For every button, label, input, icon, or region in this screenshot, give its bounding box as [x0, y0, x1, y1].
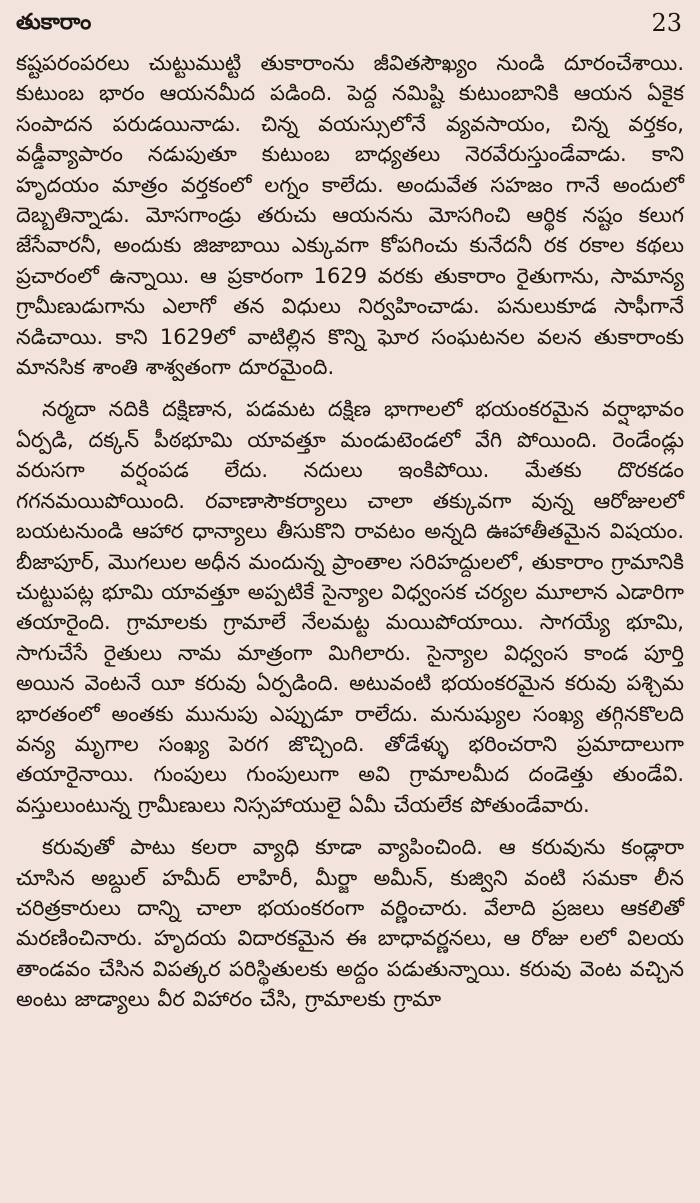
paragraph-hardships: కష్టపరంపరలు చుట్టుముట్టి తుకారాంను జీవితసౌఖ్యం నుండి దూరంచేశాయి. కుటుంబ భారం ఆయనమీద పడింది. పెద్ద నమిష్టి కుటుంబానికి ఆయన ఏకైక సంపాదన పరుడయినాడు. చిన్న వయస్సులోనే వ్యవసాయం, చిన్న వర్తకం, వడ్డీవ్యాపారం నడుపుతూ కుటుంబ బాధ్యతలు నెరవేరుస్తుండేవాడు. కాని హృదయం మాత్రం వర్తకంలో లగ్నం కాలేదు. అందువేత సహజం గానే అందులో దెబ్బతిన్నాడు. మోసగాండ్రు తరుచు ఆయనను మోసగించి ఆర్థిక నష్టం కలుగ జేసేవారనీ, అందుకు జిజాబాయి ఎక్కువగా కోపగించు కునేదనీ రక రకాల కథలు ప్రచారంలో ఉన్నాయి. ఆ ప్రకారంగా 1629 వరకు తుకారాం రైతుగాను, సామాన్య గ్రామీణుడుగాను ఎలాగో తన విధులు నిర్వహించాడు. పనులుకూడ సాఫీగానే నడిచాయి. కాని 1629లో వాటిల్లిన కొన్ని ఘోర సంఘటనల వలన తుకారాంకు మానసిక శాంతి శాశ్వతంగా దూరమైంది. [16, 51, 684, 380]
page-number: 23 [651, 9, 682, 37]
paragraph-drought: నర్మదా నదికి దక్షిణాన, పడమట దక్షిణ భాగాలలో భయంకరమైన వర్షాభావం ఏర్పడి, దక్కన్ పీఠభూమి యావత్తూ మండుటెండలో వేగి పోయింది. రెండేండ్లు వరుసగా వర్షంపడ లేదు. నదులు ఇంకిపోయి. మేతకు దొరకడం గగనమయిపోయింది. రవాణాసౌకర్యాలు చాలా తక్కువగా వున్న ఆరోజులలో బయటనుండి ఆహార ధాన్యాలు తీసుకొని రావటం అన్నది ఊహాతీతమైన విషయం. బీజాపూర్, మొగలుల అధీన మందున్న ప్రాంతాల సరిహద్దులలో, తుకారాం గ్రామానికి చుట్టుపట్ల భూమి యావత్తూ అప్పటికే సైన్యాల విధ్వంసక చర్యల మూలాన ఎడారిగా తయారైంది. గ్రామాలకు గ్రామాలే నేలమట్ట మయిపోయాయి. సాగయ్యే భూమి, సాగుచేసే రైతులు నామ మాత్రంగా మిగిలారు. సైన్యాల విధ్వంస కాండ పూర్తి అయిన వెంటనే యీ కరువు ఏర్పడింది. అటువంటి భయంకరమైన కరువు పశ్చిమ భారతంలో అంతకు మునుపు ఎప్పుడూ రాలేదు. మనుష్యుల సంఖ్య తగ్గినకొలది వన్య మృగాల సంఖ్య పెరగ జొచ్చింది. తోడేళ్ళు భరించరాని ప్రమాదాలుగా తయారైనాయి. గుంపులు గుంపులుగా అవి గ్రామాలమీద దండెత్తు తుండేవి. వస్తులుంటున్న గ్రామీణులు నిస్సహాయులై ఏమీ చేయలేక పోతుండేవారు. [16, 397, 684, 817]
running-title: తుకారాం [16, 10, 92, 35]
page-header [16, 8, 684, 48]
body-text [16, 48, 684, 1015]
paragraph-cholera: కరువుతో పాటు కలరా వ్యాధి కూడా వ్యాపించింది. ఆ కరువును కండ్లారా చూసిన అబ్దుల్ హమీద్ లాహిరీ, మీర్జా అమీన్, కుజ్విని వంటి సమకా లీన చరిత్రకారులు దాన్ని చాలా భయంకరంగా వర్ణించారు. వేలాది ప్రజలు ఆకలితో మరణించినారు. హృదయ విదారకమైన ఈ బాధావర్ణనలు, ఆ రోజు లలో విలయ తాండవం చేసిన విపత్కర పరిస్థితులకు అద్దం పడుతున్నాయి. కరువు వెంట వచ్చిన అంటు జాడ్యాలు వీర విహారం చేసి, గ్రామాలకు గ్రామా [16, 835, 684, 1012]
